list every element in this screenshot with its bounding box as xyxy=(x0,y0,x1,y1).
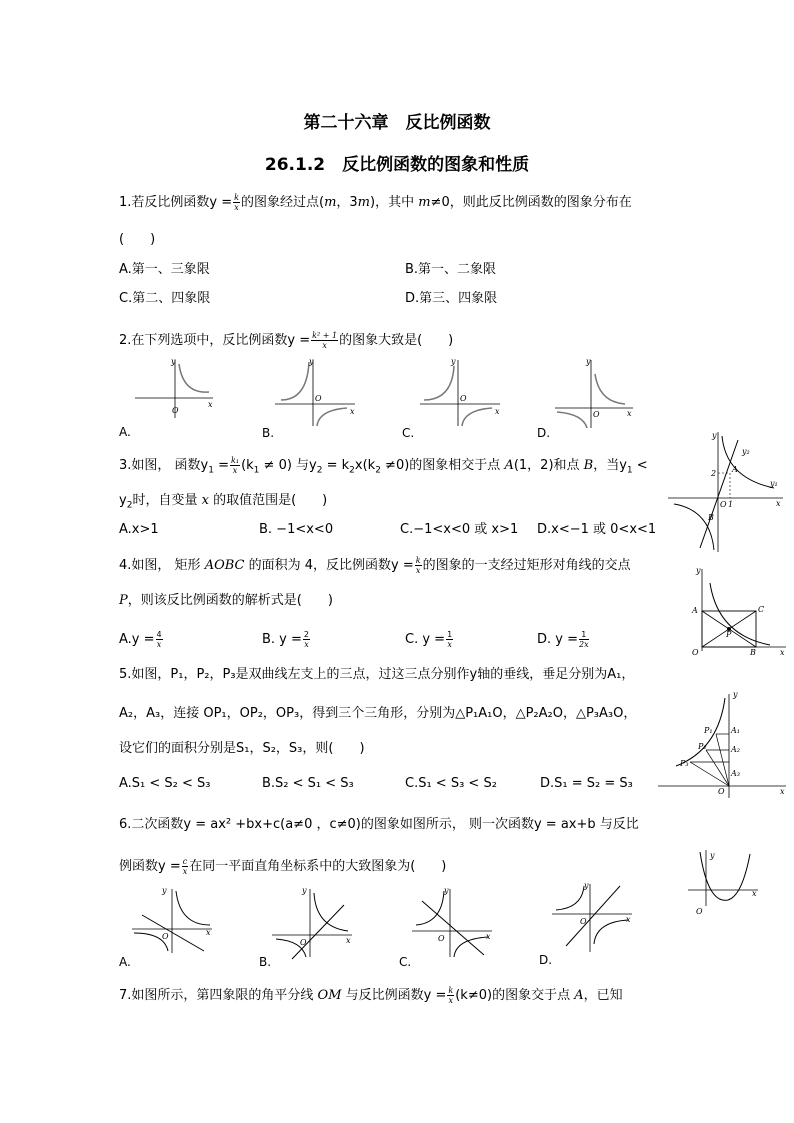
q2-text-b: 的图象大致是( ) xyxy=(339,333,454,348)
q4-o-label: O xyxy=(692,648,699,657)
q6c-y-label: y xyxy=(444,886,449,895)
q6c-o-label: O xyxy=(438,934,445,943)
q7-text-a: 7.如图所示，第四象限的角平分线 xyxy=(119,988,314,1003)
q4-b-label: B xyxy=(750,648,756,657)
q2-text-a: 2.在下列选项中，反比例函数y = xyxy=(119,333,311,348)
q1-paren: ( ) xyxy=(119,232,156,247)
q6d-y-label: y xyxy=(584,881,589,890)
q2-frac-den: x xyxy=(322,341,327,350)
q2d-y-label: y xyxy=(586,357,591,366)
q6-fraction xyxy=(182,857,188,876)
q5-option-d: D.S₁ = S₂ = S₃ xyxy=(540,776,633,791)
q3-b-label: B xyxy=(708,513,714,522)
q3-fraction xyxy=(230,456,240,475)
q6b-o-label: O xyxy=(300,938,307,947)
q2-graph-c xyxy=(420,356,505,431)
q4-opt-d-label: D. y = xyxy=(537,632,578,647)
q5-p1-label: P₁ xyxy=(704,726,713,735)
q3-option-a: A.x>1 xyxy=(119,522,159,537)
q4-point-p: P xyxy=(119,593,128,608)
q5-line-1: 5.如图，P₁，P₂，P₃是双曲线左支上的三点，过这三点分别作y轴的垂线，垂足分别为A₁， xyxy=(119,667,635,682)
q6-graph-c xyxy=(412,885,497,960)
q4-opt-c-n: 1 xyxy=(447,630,453,639)
question-2 xyxy=(119,331,453,350)
q5-a1-label: A₁ xyxy=(731,726,740,735)
q3-line2-b: 时，自变量 xyxy=(132,493,198,508)
q2-label-d: D. xyxy=(537,426,551,440)
q4-option-b xyxy=(262,630,311,649)
q3-sub-4: 2 xyxy=(349,465,355,476)
q6a-y-label: y xyxy=(162,886,167,895)
question-1 xyxy=(119,193,632,212)
q6d-o-label: O xyxy=(580,917,587,926)
q3-y-label: y xyxy=(712,431,717,440)
q1-fraction xyxy=(233,193,240,212)
q6a-x-label: x xyxy=(206,928,211,937)
q6a-o-label: O xyxy=(162,932,169,941)
q2-graph-a xyxy=(135,356,220,421)
q3-y1-label: y₁ xyxy=(770,479,778,488)
q3-text-e: x(k xyxy=(354,458,376,473)
q4-x-label: x xyxy=(780,648,785,657)
q6-graph-b xyxy=(272,885,357,960)
q5-line-2: A₂，A₃，连接 OP₁，OP₂，OP₃，得到三个三角形，分别为△P₁A₁O，△P₂A₂O，△P₃A₃O， xyxy=(119,706,637,721)
question-3 xyxy=(119,456,648,479)
q3-x-label: x xyxy=(776,499,781,508)
q4-line-2 xyxy=(119,593,333,609)
q3-2-label: 2 xyxy=(711,469,717,478)
q2d-o-label: O xyxy=(593,410,600,419)
q4-opt-a-label: A.y = xyxy=(119,632,155,647)
q3-line-2 xyxy=(119,493,327,514)
q5-line-3: 设它们的面积分别是S₁，S₂，S₃，则( ) xyxy=(119,741,365,756)
q6-frac-num: c xyxy=(182,857,188,866)
q4-c-label: C xyxy=(758,605,765,614)
q4-option-d xyxy=(537,630,590,649)
q7-point-a: A xyxy=(574,988,584,1003)
q2c-y-label: y xyxy=(451,357,456,366)
q5-a2-label: A₂ xyxy=(731,745,740,754)
q6b-y-label: y xyxy=(302,886,307,895)
q4-a-label: A xyxy=(692,606,698,615)
q2a-o-label: O xyxy=(172,406,179,415)
q4-y-label: y xyxy=(696,566,701,575)
q5-y-label: y xyxy=(733,690,738,699)
q6-graph-d xyxy=(552,880,637,955)
q2a-y-label: y xyxy=(171,357,176,366)
q4-frac-den: x xyxy=(415,566,421,575)
q3-line2-a: y xyxy=(119,493,127,508)
q2d-x-label: x xyxy=(627,409,632,418)
q3-text-h: ，当y xyxy=(593,458,627,473)
q4-opt-a-frac xyxy=(156,630,163,649)
q3-sub-1: 1 xyxy=(208,465,214,476)
q3-text-g: (1，2)和点 xyxy=(513,458,580,473)
q6-label-a: A. xyxy=(119,955,131,969)
q4-line2-b: ，则该反比例函数的解析式是( ) xyxy=(127,593,333,608)
q2c-x-label: x xyxy=(495,407,500,416)
q4-p-label: P xyxy=(726,630,732,639)
section-title: 26.1.2 反比例函数的图象和性质 xyxy=(264,155,530,175)
q5-a3-label: A₃ xyxy=(731,769,740,778)
q2a-x-label: x xyxy=(208,400,213,409)
q4-opt-d-frac xyxy=(579,630,589,649)
q3-point-a: A xyxy=(504,458,514,473)
q3-frac-num: k₁ xyxy=(231,456,240,465)
q4-option-a xyxy=(119,630,164,649)
q3-figure xyxy=(668,430,788,555)
q2-graph-b xyxy=(275,356,360,431)
q5-p3-label: P₃ xyxy=(680,759,689,768)
q6d-x-label: x xyxy=(626,915,631,924)
q4-opt-b-frac xyxy=(303,630,310,649)
q2-label-a: A. xyxy=(119,425,131,439)
q3-point-b: B xyxy=(583,458,594,473)
q1-option-b: B.第一、二象限 xyxy=(405,262,497,277)
q6-o-label: O xyxy=(696,907,703,916)
q6-label-c: C. xyxy=(399,955,412,969)
q3-sub-3: 2 xyxy=(316,465,323,476)
q6-line-2 xyxy=(119,857,446,876)
q3-sub-7: 2 xyxy=(126,500,133,511)
q3-text-i: < xyxy=(632,458,648,473)
question-4 xyxy=(119,556,631,575)
q4-opt-d-n: 1 xyxy=(579,630,589,640)
q5-o-label: O xyxy=(718,787,725,796)
q3-line2-c: 的取值范围是( ) xyxy=(213,493,328,508)
q6-graph-a xyxy=(132,885,217,955)
q2-label-b: B. xyxy=(262,426,275,440)
q4-figure xyxy=(690,565,790,660)
q3-option-d: D.x<−1 或 0<x<1 xyxy=(537,522,657,537)
q4-fraction xyxy=(415,556,422,575)
q3-option-b: B. −1<x<0 xyxy=(259,522,334,537)
q6-line-1: 6.二次函数y = ax² +bx+c(a≠0 ，c≠0)的图象如图所示， 则一次函数y = ax+b 与反比 xyxy=(119,817,639,832)
q7-text-c: (k≠0)的图象交于点 xyxy=(455,988,571,1003)
q4-opt-b-n: 2 xyxy=(303,630,309,639)
q6b-x-label: x xyxy=(346,936,351,945)
q4-opt-c-label: C. y = xyxy=(405,632,446,647)
q3-frac-den: x xyxy=(232,466,238,475)
q4-option-c xyxy=(405,630,454,649)
q3-sub-5: 2 xyxy=(375,465,381,476)
q1-option-d: D.第三、四象限 xyxy=(405,291,498,306)
q5-option-c: C.S₁ < S₃ < S₂ xyxy=(405,776,497,791)
q7-frac-num: k xyxy=(448,986,454,995)
q6-line2-a: 例函数y = xyxy=(119,859,181,874)
q1-text-e: ≠0，则此反比例函数的图象分布在 xyxy=(430,195,632,210)
q5-p2-label: P₂ xyxy=(698,742,707,751)
q3-text-b: (k xyxy=(241,458,254,473)
q4-frac-num: k xyxy=(415,556,421,565)
q7-fraction xyxy=(447,986,454,1005)
q1-frac-den: x xyxy=(234,203,239,212)
chapter-title: 第二十六章 反比例函数 xyxy=(303,113,491,133)
q5-option-b: B.S₂ < S₁ < S₃ xyxy=(262,776,354,791)
q3-1-label: 1 xyxy=(728,500,734,509)
question-7 xyxy=(119,986,623,1005)
q6-parabola-figure xyxy=(686,846,761,918)
q3-sub-2: 1 xyxy=(253,465,260,476)
q1-text-a: 1.若反比例函数y = xyxy=(119,195,233,210)
q2b-o-label: O xyxy=(315,394,322,403)
q1-m1: m xyxy=(324,195,337,210)
q4-opt-a-n: 4 xyxy=(156,630,162,639)
q4-opt-b-label: B. y = xyxy=(262,632,302,647)
q3-text-c: ≠ 0) 与y xyxy=(259,458,317,473)
q5-x-label: x xyxy=(780,787,785,796)
q1-text-b: 的图象经过点( xyxy=(240,195,325,210)
q3-text-a: 3.如图， 函数y xyxy=(119,458,209,473)
q4-aobc: AOBC xyxy=(204,558,245,573)
q3-option-c: C.−1<x<0 或 x>1 xyxy=(400,522,519,537)
q6-y-label: y xyxy=(710,851,715,860)
q2-fraction xyxy=(311,331,338,350)
q4-opt-c-d: x xyxy=(447,640,452,649)
q4-opt-b-d: x xyxy=(304,640,309,649)
q6-frac-den: x xyxy=(182,867,188,876)
q4-text-b: 的面积为 4，反比例函数y = xyxy=(248,558,414,573)
q5-figure xyxy=(656,690,791,800)
q5-option-a: A.S₁ < S₂ < S₃ xyxy=(119,776,211,791)
q1-m2: m xyxy=(357,195,370,210)
q3-y2-label: y₂ xyxy=(742,447,750,456)
q3-eq: = xyxy=(213,458,229,473)
q1-text-c: ，3 xyxy=(336,195,358,210)
q1-option-a: A.第一、三象限 xyxy=(119,262,210,277)
q1-m3: m xyxy=(418,195,431,210)
q2-graph-d xyxy=(555,356,640,431)
q3-text-d: = k xyxy=(322,458,350,473)
q3-sub-6: 1 xyxy=(626,465,633,476)
q2-label-c: C. xyxy=(402,426,415,440)
q7-text-d: ，已知 xyxy=(583,988,623,1003)
q6-line2-b: 在同一平面直角坐标系中的大致图象为( ) xyxy=(189,859,447,874)
q4-text-a: 4.如图， 矩形 xyxy=(119,558,201,573)
q3-o-label: O xyxy=(720,500,727,509)
q3-a-label: A xyxy=(732,465,738,474)
q6-label-b: B. xyxy=(259,955,272,969)
q4-opt-a-d: x xyxy=(156,640,162,649)
q1-option-c: C.第二、四象限 xyxy=(119,291,211,306)
q6-label-d: D. xyxy=(539,953,553,967)
q1-frac-num: k xyxy=(234,193,239,202)
q3-var-x: x xyxy=(201,493,209,508)
q2c-o-label: O xyxy=(460,394,467,403)
q3-text-f: ≠0)的图象相交于点 xyxy=(380,458,501,473)
q7-text-b: 与反比例函数y = xyxy=(345,988,447,1003)
q4-opt-c-frac xyxy=(446,630,453,649)
q2b-y-label: y xyxy=(309,357,314,366)
q4-opt-d-d: 2x xyxy=(579,640,589,649)
q6-x-label: x xyxy=(752,889,757,898)
q2-frac-num: k² + 1 xyxy=(312,331,338,340)
q1-text-d: )，其中 xyxy=(370,195,415,210)
q7-frac-den: x xyxy=(448,996,454,1005)
q7-om: OM xyxy=(317,988,342,1003)
q6c-x-label: x xyxy=(486,932,491,941)
q2b-x-label: x xyxy=(350,407,355,416)
q4-text-c: 的图象的一支经过矩形对角线的交点 xyxy=(422,558,631,573)
